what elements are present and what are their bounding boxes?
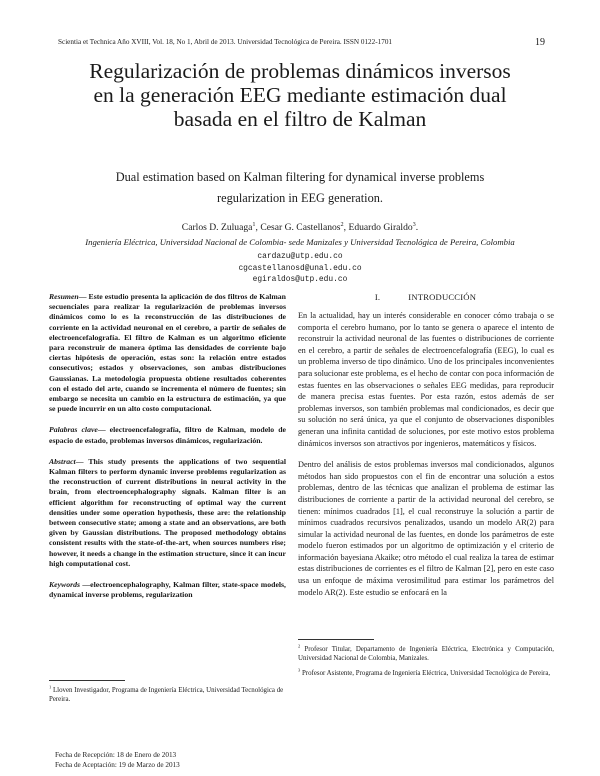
author-3-mark: 3: [412, 220, 416, 228]
author-end: .: [415, 222, 419, 233]
footnote-2-text: Profesor Titular, Departamento de Ingeniería Eléctrica, Electrónica y Computación, Universidad Nacional de Colombia, Manizales.: [298, 646, 554, 662]
keywords-text: —electroencephalography, Kalman filter, state-space models, dynamical inverse problems, regularization: [49, 580, 286, 600]
submission-dates: [55, 751, 180, 770]
keywords-paragraph: [49, 580, 286, 600]
intro-paragraph-2: Dentro del análisis de estos problemas inversos mal condicionados, algunos métodos han sido propuestos con el fin de encontrar una solución a estos problemas, dentro de las técnicas que analizan el problema de estimar las distribuciones de corriente a partir de la actividad neuronal del cerebro, se tienen: mínimos cuadrados [1], el cual reconstruye la solución a partir de mínimos cuadrados recursivos penalizados, usando un modelo AR(2) para simular la actividad neuronal de las fuentes, en donde los parámetros de este modelo fueron estimados por un algoritmo de optimización y el criterio de información bayesiana Akaike; otro método el cual realiza la tarea de estimar estas distribuciones de corrientes es el filtro de Kalman [2], pero en este caso usa un enfoque de máxima verosimilitud para estimar los parámetros del modelo AR(2). Este estudio se enfocará en la: [298, 460, 554, 597]
email-1[interactable]: cardazu@utp.edu.co: [257, 252, 343, 261]
section-heading: [298, 292, 553, 302]
email-3[interactable]: egiraldos@utp.edu.co: [252, 275, 348, 284]
author-separator: ,: [255, 222, 261, 233]
received-date: Fecha de Recepción: 18 de Enero de 2013: [55, 751, 177, 759]
accepted-date: Fecha de Aceptación: 19 de Marzo de 2013: [55, 760, 180, 769]
palabras-clave-paragraph: [49, 425, 286, 445]
email-list: [200, 251, 400, 286]
title-line-1: Regularización de problemas dinámicos inversos: [89, 59, 511, 83]
english-title-line-1: Dual estimation based on Kalman filtering for dynamical inverse problems: [115, 170, 485, 184]
footnote-2-mark: 2: [298, 643, 301, 649]
palabras-clave-text: — electroencefalografía, filtro de Kalman, modelo de espacio de estado, problemas inversos dinámicos, regularización.: [49, 425, 286, 445]
resumen-label: Resumen: [49, 292, 79, 301]
footnote-1: [49, 686, 286, 704]
email-2[interactable]: cgcastellanosd@unal.edu.co: [238, 263, 362, 273]
title-line-2: en la generación EEG mediante estimación dual: [93, 83, 507, 107]
section-number: I.: [374, 292, 381, 302]
intro-paragraph-1: En la actualidad, hay un interés considerable en conocer cómo trabaja o se comporta el cerebro humano, por lo tanto se genera o aparece el intento de reconstruir la actividad neuronal de las fuentes o distribuciones de corriente en el cerebro, a partir de señales de electroencefalografía (EEG), lo cual es un problema inverso de tipo dinámico. Uno de los principales inconvenientes para solucionar este problema, es el hecho de contar con poca información de estas fuentes en las observaciones o señales EEG medidas, para reproducir de manera precisa estas fuentes. Por esta razón, estos además de ser problemas inversos, son también problemas mal condicionados, es decir que su solución no será única, ya que el conjunto de observaciones disponibles generan una infinita cantidad de soluciones, por este motivo estos problema dinámicos inversos son atractivos por ingenieros, matemáticos y físicos.: [298, 311, 554, 448]
palabras-clave-label: Palabras clave: [49, 425, 98, 435]
footnote-3-text: Profesor Asistente, Programa de Ingeniería Eléctrica, Universidad Tecnológica de Pereira,: [301, 670, 551, 677]
resumen-text: — Este estudio presenta la aplicación de dos filtros de Kalman secuenciales para realizar la regularización de problemas inversos dinámicos como lo es la reconstrucción de las distribuciones de corriente en la actividad neuronal en el cerebro, a partir de señales de electroencefalografía. El filtro de Kalman es un algoritmo eficiente para reconstruir de manera óptima las densidades de corriente bajo ciertas hipótesis de operación, estas son: la relación entre estados consecutivos; estados y observaciones, son ambas distribuciones Gaussianas. La metodología propuesta obtiene resultados coherentes con el estado del arte, cuando se incrementa el número de fuentes; sin embargo se necesita un cambio en la estructura de estimación, ya que se puede incurrir en un alto costo computacional.: [49, 292, 286, 414]
english-title-line-2: regularization in EEG generation.: [217, 191, 383, 205]
author-separator: ,: [343, 222, 349, 233]
paper-title: [40, 59, 560, 131]
footnote-3-mark: 3: [298, 667, 301, 673]
footnotes-right: [298, 645, 554, 684]
footnote-divider-right: [298, 639, 374, 640]
footnote-divider-left: [49, 680, 125, 681]
author-3: Eduardo Giraldo: [348, 222, 413, 233]
author-2: Cesar G. Castellanos: [260, 222, 341, 233]
title-line-3: basada en el filtro de Kalman: [173, 107, 427, 131]
section-title: INTRODUCCIÓN: [408, 292, 477, 302]
footnote-1-mark: 1: [49, 684, 52, 690]
author-1: Carlos D. Zuluaga: [181, 222, 253, 233]
footnote-3: [298, 669, 554, 678]
page-number: 19: [535, 37, 545, 48]
author-2-mark: 2: [340, 220, 344, 228]
abstract-paragraph: [49, 457, 286, 569]
abstract-label: Abstract: [49, 456, 76, 466]
left-column: [49, 292, 286, 611]
author-1-mark: 1: [252, 220, 256, 228]
abstract-text: — This study presents the applications of two sequential Kalman filters to perform dynamic inverse problems regularization as the reconstruction of current distributions in neural activity in the brain, from electroencephalography signals. Kalman filter is an efficient algorithm for reconstructing of optimal way the current densities under some operation hypothesis, these are: the relationship between consecutive state; among a state and an observations, are both given by Gaussian distributions. The proposed methodology obtains consistent results with the state-of-the-art, when sources numbers rise; however, it needs a change in the estimation structure, since it can incur high computational cost.: [49, 456, 286, 568]
resumen-paragraph: [49, 292, 286, 414]
english-title: [70, 167, 530, 209]
footnote-1-text: Lloven Investigador, Programa de Ingeniería Eléctrica, Universidad Tecnológica de Pereira.: [49, 687, 284, 703]
author-list: [40, 222, 560, 233]
running-head: Scientia et Technica Año XVIII, Vol. 18, No 1, Abril de 2013. Universidad Tecnológica de Pereira. ISSN 0122-1701: [58, 38, 393, 46]
affiliation: Ingeniería Eléctrica, Universidad Nacional de Colombia- sede Manizales y Universidad Tecnológica de Pereira, Colombia: [85, 237, 515, 247]
right-column: [298, 310, 554, 608]
keywords-label: Keywords: [49, 580, 80, 590]
footnote-2: [298, 645, 554, 663]
